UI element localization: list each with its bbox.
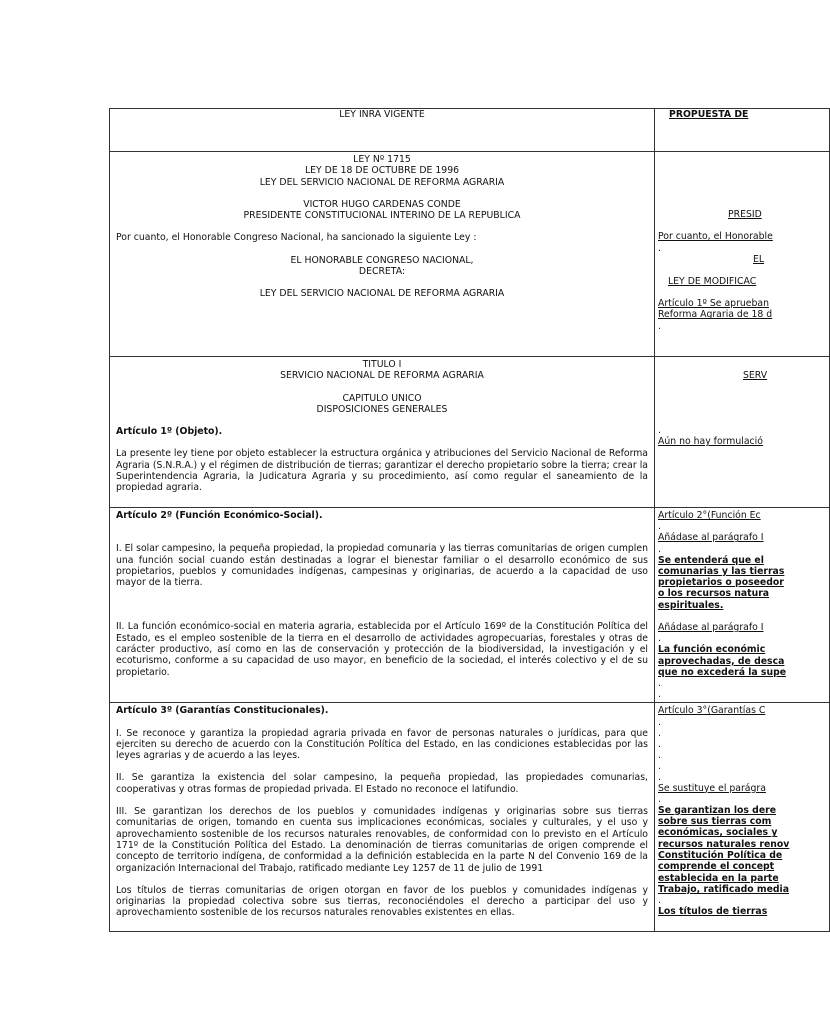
art2-p2: II. La función económico-social en materia agraria, establecida por el Artículo 169º de la Constitución Política del Estado, es el empleo sostenible de la tierra en el desarrollo de actividades agropecuarias, forestales y otras de carácter productivo, así como en las de conservación y protección de la biodiversidad, la investigación y el ecoturismo, conforme a su capacidad de uso mayor, en beneficio de la sociedad, el interés colectivo y el de su propietario.: [116, 621, 648, 678]
right-line-4-last: Los títulos de tierras: [658, 906, 768, 918]
president-name: VICTOR HUGO CARDENAS CONDE: [303, 198, 461, 210]
right-art2-heading: Artículo 2°(Función Ec: [658, 510, 761, 521]
right-art3-heading: Artículo 3°(Garantías C: [658, 705, 766, 717]
right-aun-no: Aún no hay formulació: [658, 436, 763, 448]
right-line-3-0: La función económic: [658, 644, 766, 656]
right-line-2-3: o los recursos natura: [658, 588, 770, 600]
row-article-2: [110, 508, 830, 703]
right-line-4-0: Se garantizan los dere: [658, 804, 777, 816]
right-line-2-0: Se entenderá que el: [658, 554, 764, 566]
art3-p1: I. Se reconoce y garantiza la propiedad agraria privada en favor de personas naturales o jurídicas, para que ejerciten su derecho de acuerdo con la Constitución Política del Estado, en las condiciones establecidas por las leyes agrarias y de acuerdo a las leyes.: [116, 727, 648, 762]
right-line-4-2: económicas, sociales y: [658, 827, 778, 839]
right-line-4-6: establecida en la parte: [658, 872, 779, 884]
article-1-right: SERV . Aún no hay formulació: [655, 357, 829, 450]
article-3-left: [110, 703, 654, 922]
por-cuanto: Por cuanto, el Honorable Congreso Nacional, ha sancionado la siguiente Ley :: [116, 232, 477, 244]
preamble-right: PRESID Por cuanto, el Honorable . EL LEY DE MODIFICAC Artículo 1º Se aprueban Reforma Agraria de 18 d .: [655, 152, 829, 334]
right-line-2-4: espirituales.: [658, 599, 724, 611]
header-left: LEY INRA VIGENTE: [110, 109, 655, 152]
right-presid: PRESID: [728, 209, 762, 220]
art2-heading: Artículo 2º (Función Económico-Social).: [116, 510, 323, 521]
right-art1-b: Reforma Agraria de 18 d: [658, 309, 773, 321]
art3-p3: III. Se garantizan los derechos de los pueblos y comunidades indígenas y originarias sobre sus tierras comunitarias de origen, tomando en cuenta sus implicaciones económicas, sociales y culturales, y el uso y aprovechamiento sostenible de los recursos naturales renovables, de conformidad con lo previsto en el Artículo 171º de la Constitución Política del Estado. La denominación de tierras comunitarias de origen comprende el concepto de territorio indígena, de conformidad a la definición establecida en la parte N del Convenio 169 de la organización Internacional del Trabajo, ratificado mediante Ley 1257 de 11 de julio de 1991: [116, 806, 648, 874]
congreso: EL HONORABLE CONGRESO NACIONAL,: [290, 254, 474, 266]
art3-p2: II. Se garantiza la existencia del solar campesino, la pequeña propiedad, las propiedades comunarias, cooperativas y otras formas de propiedad privada. El Estado no reconoce el latifundio.: [116, 772, 648, 795]
art1-text: La presente ley tiene por objeto establecer la estructura orgánica y atribuciones del Servicio Nacional de Reforma Agraria (S.N.R.A.) y el régimen de distribución de tierras; garantizar el derecho propietario sobre la tierra; crear la Superintendencia Agraria, la Judicatura Agraria y su procedimiento, así como regular el saneamiento de la propiedad agraria.: [116, 448, 648, 494]
right-anadase-1: Añádase al parágrafo I: [658, 532, 764, 544]
right-line-2-2: propietarios o poseedor: [658, 577, 784, 589]
right-sustituye: Se sustituye el parágra: [658, 782, 766, 794]
right-el: EL: [753, 253, 765, 265]
ley-name-2: LEY DEL SERVICIO NACIONAL DE REFORMA AGRARIA: [259, 288, 505, 300]
right-line-4-1: sobre sus tierras com: [658, 816, 772, 828]
row-article-3: [110, 703, 830, 932]
right-line-3-2: que no excederá la supe: [658, 666, 787, 678]
right-anadase-2: Añádase al parágrafo I: [658, 622, 764, 634]
right-serv: SERV: [743, 370, 768, 381]
right-por-cuanto: Por cuanto, el Honorable: [658, 231, 773, 243]
header-row: [110, 109, 830, 152]
right-line-4-3: recursos naturales renov: [658, 838, 790, 850]
right-line-3-1: aprovechadas, de desca: [658, 655, 785, 667]
art2-p1: I. El solar campesino, la pequeña propiedad, la propiedad comunaria y las tierras comunitarias de origen cumplen una función social cuando están destinadas a lograr el bienestar familiar o el desarrollo económico de sus propietarios, pueblos y comunidades indígenas, campesinas y originarias, de acuerdo a la capacidad de uso mayor de la tierra.: [116, 543, 648, 589]
article-2-left: [110, 508, 654, 682]
right-line-4-7: Trabajo, ratificado media: [658, 883, 790, 895]
ley-number: LEY Nº 1715: [353, 154, 411, 165]
header-right: PROPUESTA DE: [655, 109, 830, 152]
preamble-left: [110, 152, 654, 304]
right-line-4-4: Constitución Política de: [658, 850, 783, 862]
right-line-2-1: comunarias y las tierras: [658, 565, 785, 577]
right-ley-modif: LEY DE MODIFICAC: [668, 275, 757, 287]
ley-date: LEY DE 18 DE OCTUBRE DE 1996: [304, 165, 460, 177]
comparison-table: [109, 108, 830, 932]
article-2-right: Artículo 2°(Función Ec . Añádase al parágrafo I . Se entenderá que el comunarias y las tierras propietarios o poseedor o los recursos natura espirituales. Añádase al parágrafo I . La función económic aprovechadas, de desca que no excederá la supe . .: [655, 508, 829, 702]
article-3-right: Artículo 3°(Garantías C . . . . . . Se sustituye el parágra . Se garantizan los dere sobre sus tierras com económicas, sociales y recursos naturales renov Constitución Política de comprende el concept establecida en la parte Trabajo, ratificado media . Los títulos de tierras: [655, 703, 829, 919]
right-line-4-5: comprende el concept: [658, 861, 775, 873]
art1-heading: Artículo 1º (Objeto).: [116, 426, 223, 438]
titulo: TITULO I: [362, 359, 402, 370]
art3-p4: Los títulos de tierras comunitarias de origen otorgan en favor de los pueblos y comunidades indígenas y originarias la propiedad colectiva sobre sus tierras, reconociéndoles el derecho a participar del uso y aprovechamiento sostenible de los recursos naturales renovables existentes en ellas.: [116, 884, 648, 919]
row-article-1: [110, 357, 830, 508]
president-title: PRESIDENTE CONSTITUCIONAL INTERINO DE LA REPUBLICA: [243, 210, 521, 222]
article-1-left: [110, 357, 654, 498]
servicio: SERVICIO NACIONAL DE REFORMA AGRARIA: [280, 370, 484, 382]
ley-name: LEY DEL SERVICIO NACIONAL DE REFORMA AGRARIA: [259, 176, 505, 188]
right-art1-a: Artículo 1º Se aprueban: [658, 298, 769, 310]
capitulo: CAPITULO UNICO: [342, 392, 422, 404]
decreta: DECRETA:: [358, 266, 406, 278]
disposiciones: DISPOSICIONES GENERALES: [316, 403, 448, 415]
row-preamble: [110, 152, 830, 357]
art3-heading: Artículo 3º (Garantías Constitucionales).: [116, 705, 329, 717]
